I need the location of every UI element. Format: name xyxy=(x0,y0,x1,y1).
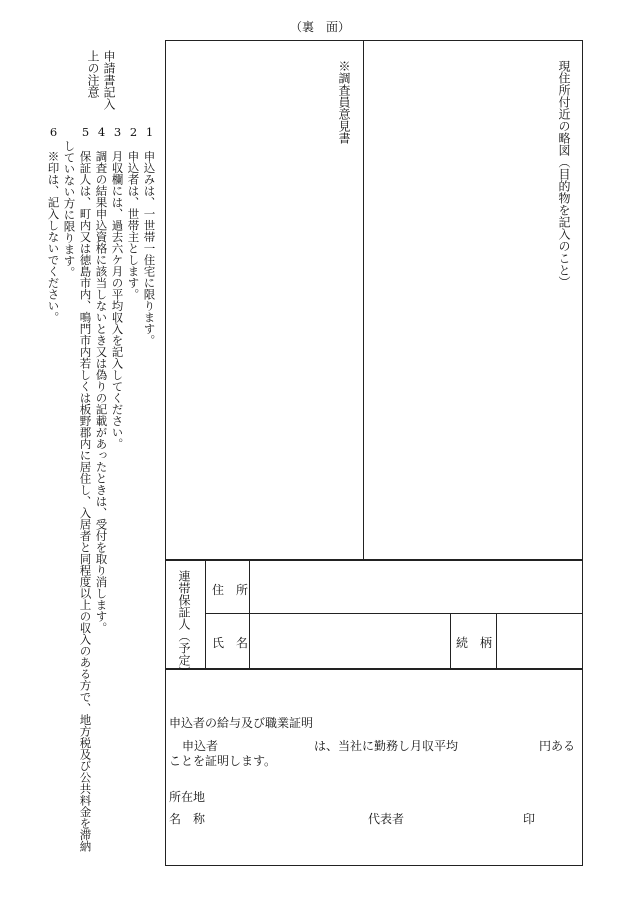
representative-label: 代表者 xyxy=(368,812,405,826)
seal-label: 印 xyxy=(523,812,536,826)
instructions-heading: 申請書記入 xyxy=(102,50,116,110)
divider xyxy=(205,613,583,614)
page-side-label: （裏 面） xyxy=(290,20,351,34)
instruction-item: 1 申込みは、一世帯一住宅に限ります。 xyxy=(142,125,157,346)
applicant-label: 申込者 xyxy=(182,739,219,753)
survey-label: ※調査員意見書 xyxy=(337,60,351,144)
employment-title: 申込者の給与及び職業証明 xyxy=(169,716,314,730)
yen-label: 円ある xyxy=(539,739,576,753)
address-label: 住 所 xyxy=(212,583,249,597)
relation-label: 続 柄 xyxy=(456,636,493,650)
certification-text: は、当社に勤務し月収平均 xyxy=(314,739,459,753)
divider xyxy=(363,40,364,560)
divider xyxy=(165,668,583,670)
company-label: 名 称 xyxy=(169,812,206,826)
instruction-item: 6 ※印は、記入しないでください。 xyxy=(46,125,61,323)
certification-text-continued: ことを証明します。 xyxy=(169,754,277,768)
location-label: 所在地 xyxy=(169,790,206,804)
divider xyxy=(450,614,451,669)
divider xyxy=(205,560,206,669)
instruction-item-continued: していない方に限ります。 xyxy=(62,140,77,278)
divider xyxy=(249,560,250,669)
divider xyxy=(165,559,583,561)
instructions-heading: 上の注意 xyxy=(86,50,100,98)
guarantor-label: 連帯保証人（予定） xyxy=(177,570,191,678)
instruction-item: 5 保証人は、町内又は徳島市内、鳴門市内若しくは板野郡内に居住し、入居者と同程度以上の収入のある方で、地方税及び公共料金を滞納 xyxy=(78,125,93,852)
name-label: 氏 名 xyxy=(212,636,249,650)
divider xyxy=(496,614,497,669)
map-label: 現住所付近の略図（目的物を記入のこと） xyxy=(557,60,571,288)
instruction-item: 3 月収欄には、過去六ケ月の平均収入を記入してください。 xyxy=(110,125,125,450)
instruction-item: 2 申込者は、世帯主とします。 xyxy=(126,125,141,300)
instruction-item: 4 調査の結果申込資格に該当しないとき又は偽りの記載があったときは、受付を取り消します。 xyxy=(94,125,109,634)
